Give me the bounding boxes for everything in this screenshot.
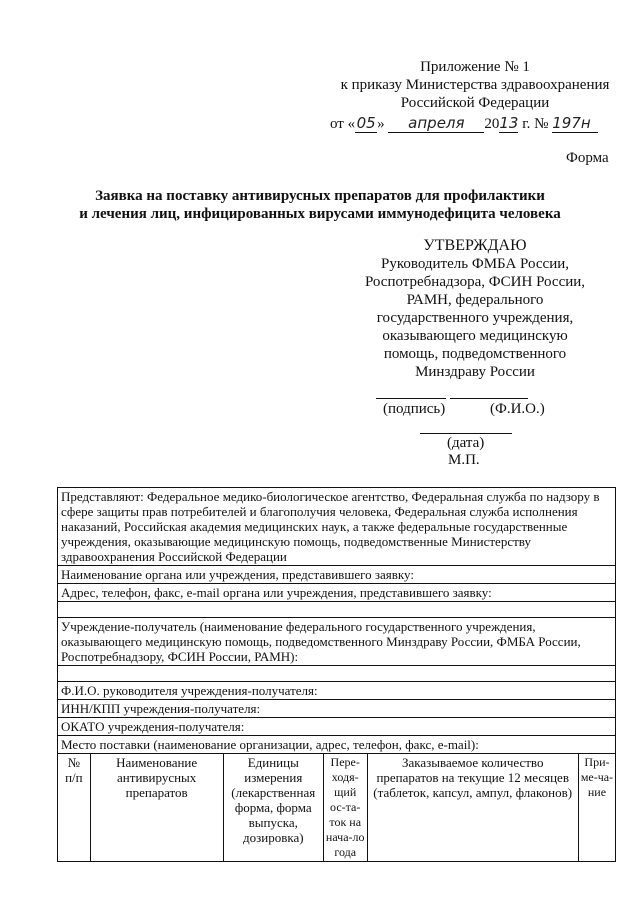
order-number-label: г. № [522,116,549,132]
date-line [420,433,512,434]
application-form-table [57,487,616,862]
appendix-org: Российской Федерации [400,95,550,111]
approval-line: оказывающего медицинскую [382,328,568,344]
head-name-field[interactable]: Ф.И.О. руководителя учреждения-получателя: [58,682,616,700]
approval-line: РАМН, федерального [406,292,544,308]
col-header-drug-name: Наименование антивирусных препаратов [90,754,223,862]
col-header-number: № п/п [58,754,91,862]
address-field[interactable]: Адрес, телефон, факс, e-mail органа или учреждения, представившего заявку: [58,584,616,602]
col-header-carryover: Пере-ходя-щий ос-та-ток на нача-ло года [323,754,367,862]
presenters-cell: Представляют: Федеральное медико-биологическое агентство, Федеральная служба по надзору в сфере защиты прав потребителей и благополучия человека, Федеральная служба исполнения наказаний, Российская академия медицинских наук, а также федеральные государственные учреждения, оказывающие медицинскую помощь, подведомственные Министерству здравоохранения Российской Федерации [58,488,616,566]
order-month: апреля [388,114,484,133]
recipient-field[interactable]: Учреждение-получатель (наименование федерального государственного учреждения, оказывающего медицинскую помощь, подведомственного Минздраву России, ФМБА России, Роспотребнадзору, ФСИН России, РАМН): [58,618,616,666]
approval-line: Руководитель ФМБА России, [380,256,569,272]
order-quote: » [377,116,385,132]
order-year-suffix: 13 [499,114,519,132]
delivery-field[interactable]: Место поставки (наименование организации, адрес, телефон, факс, e-mail): [58,736,616,754]
appendix-block [330,58,620,112]
order-year-prefix: 20 [484,116,500,132]
col-header-units: Единицы измерения (лекарственная форма, форма выпуска, дозировка) [223,754,323,862]
col-header-quantity: Заказываемое количество препаратов на текущие 12 месяцев (таблеток, капсул, ампул, флаконов) [367,754,578,862]
org-name-field[interactable]: Наименование органа или учреждения, представившего заявку: [58,566,616,584]
appendix-title: Приложение № 1 [420,59,530,75]
title-line-2: и лечения лиц, инфицированных вирусами иммунодефицита человека [79,206,561,222]
signature-line [376,398,446,399]
approval-line: Минздраву России [415,364,535,380]
name-line [450,398,528,399]
approval-line: помощь, подведомственного [383,346,567,362]
order-number: 197н [552,114,598,133]
approval-block [330,237,620,381]
approval-heading: УТВЕРЖДАЮ [423,237,527,254]
approval-line: Роспотребнадзора, ФСИН России, [364,274,586,290]
address-continuation[interactable] [58,602,616,618]
stamp-label: М.П. [448,452,480,468]
title-line-1: Заявка на поставку антивирусных препаратов для профилактики [95,188,545,204]
approval-line: государственного учреждения, [376,310,574,326]
form-label: Форма [566,150,609,166]
date-label: (дата) [447,435,485,451]
recipient-continuation[interactable] [58,666,616,682]
order-day: 05 [356,114,376,132]
inn-field[interactable]: ИНН/КПП учреждения-получателя: [58,700,616,718]
name-label: (Ф.И.О.) [490,401,545,417]
col-header-note: При-ме-ча-ние [578,754,615,862]
okato-field[interactable]: ОКАТО учреждения-получателя: [58,718,616,736]
appendix-order-ref: к приказу Министерства здравоохранения [340,77,610,93]
order-prefix: от « [330,116,356,132]
signature-label: (подпись) [383,401,446,417]
order-date-line [330,114,598,133]
document-title [20,187,620,223]
